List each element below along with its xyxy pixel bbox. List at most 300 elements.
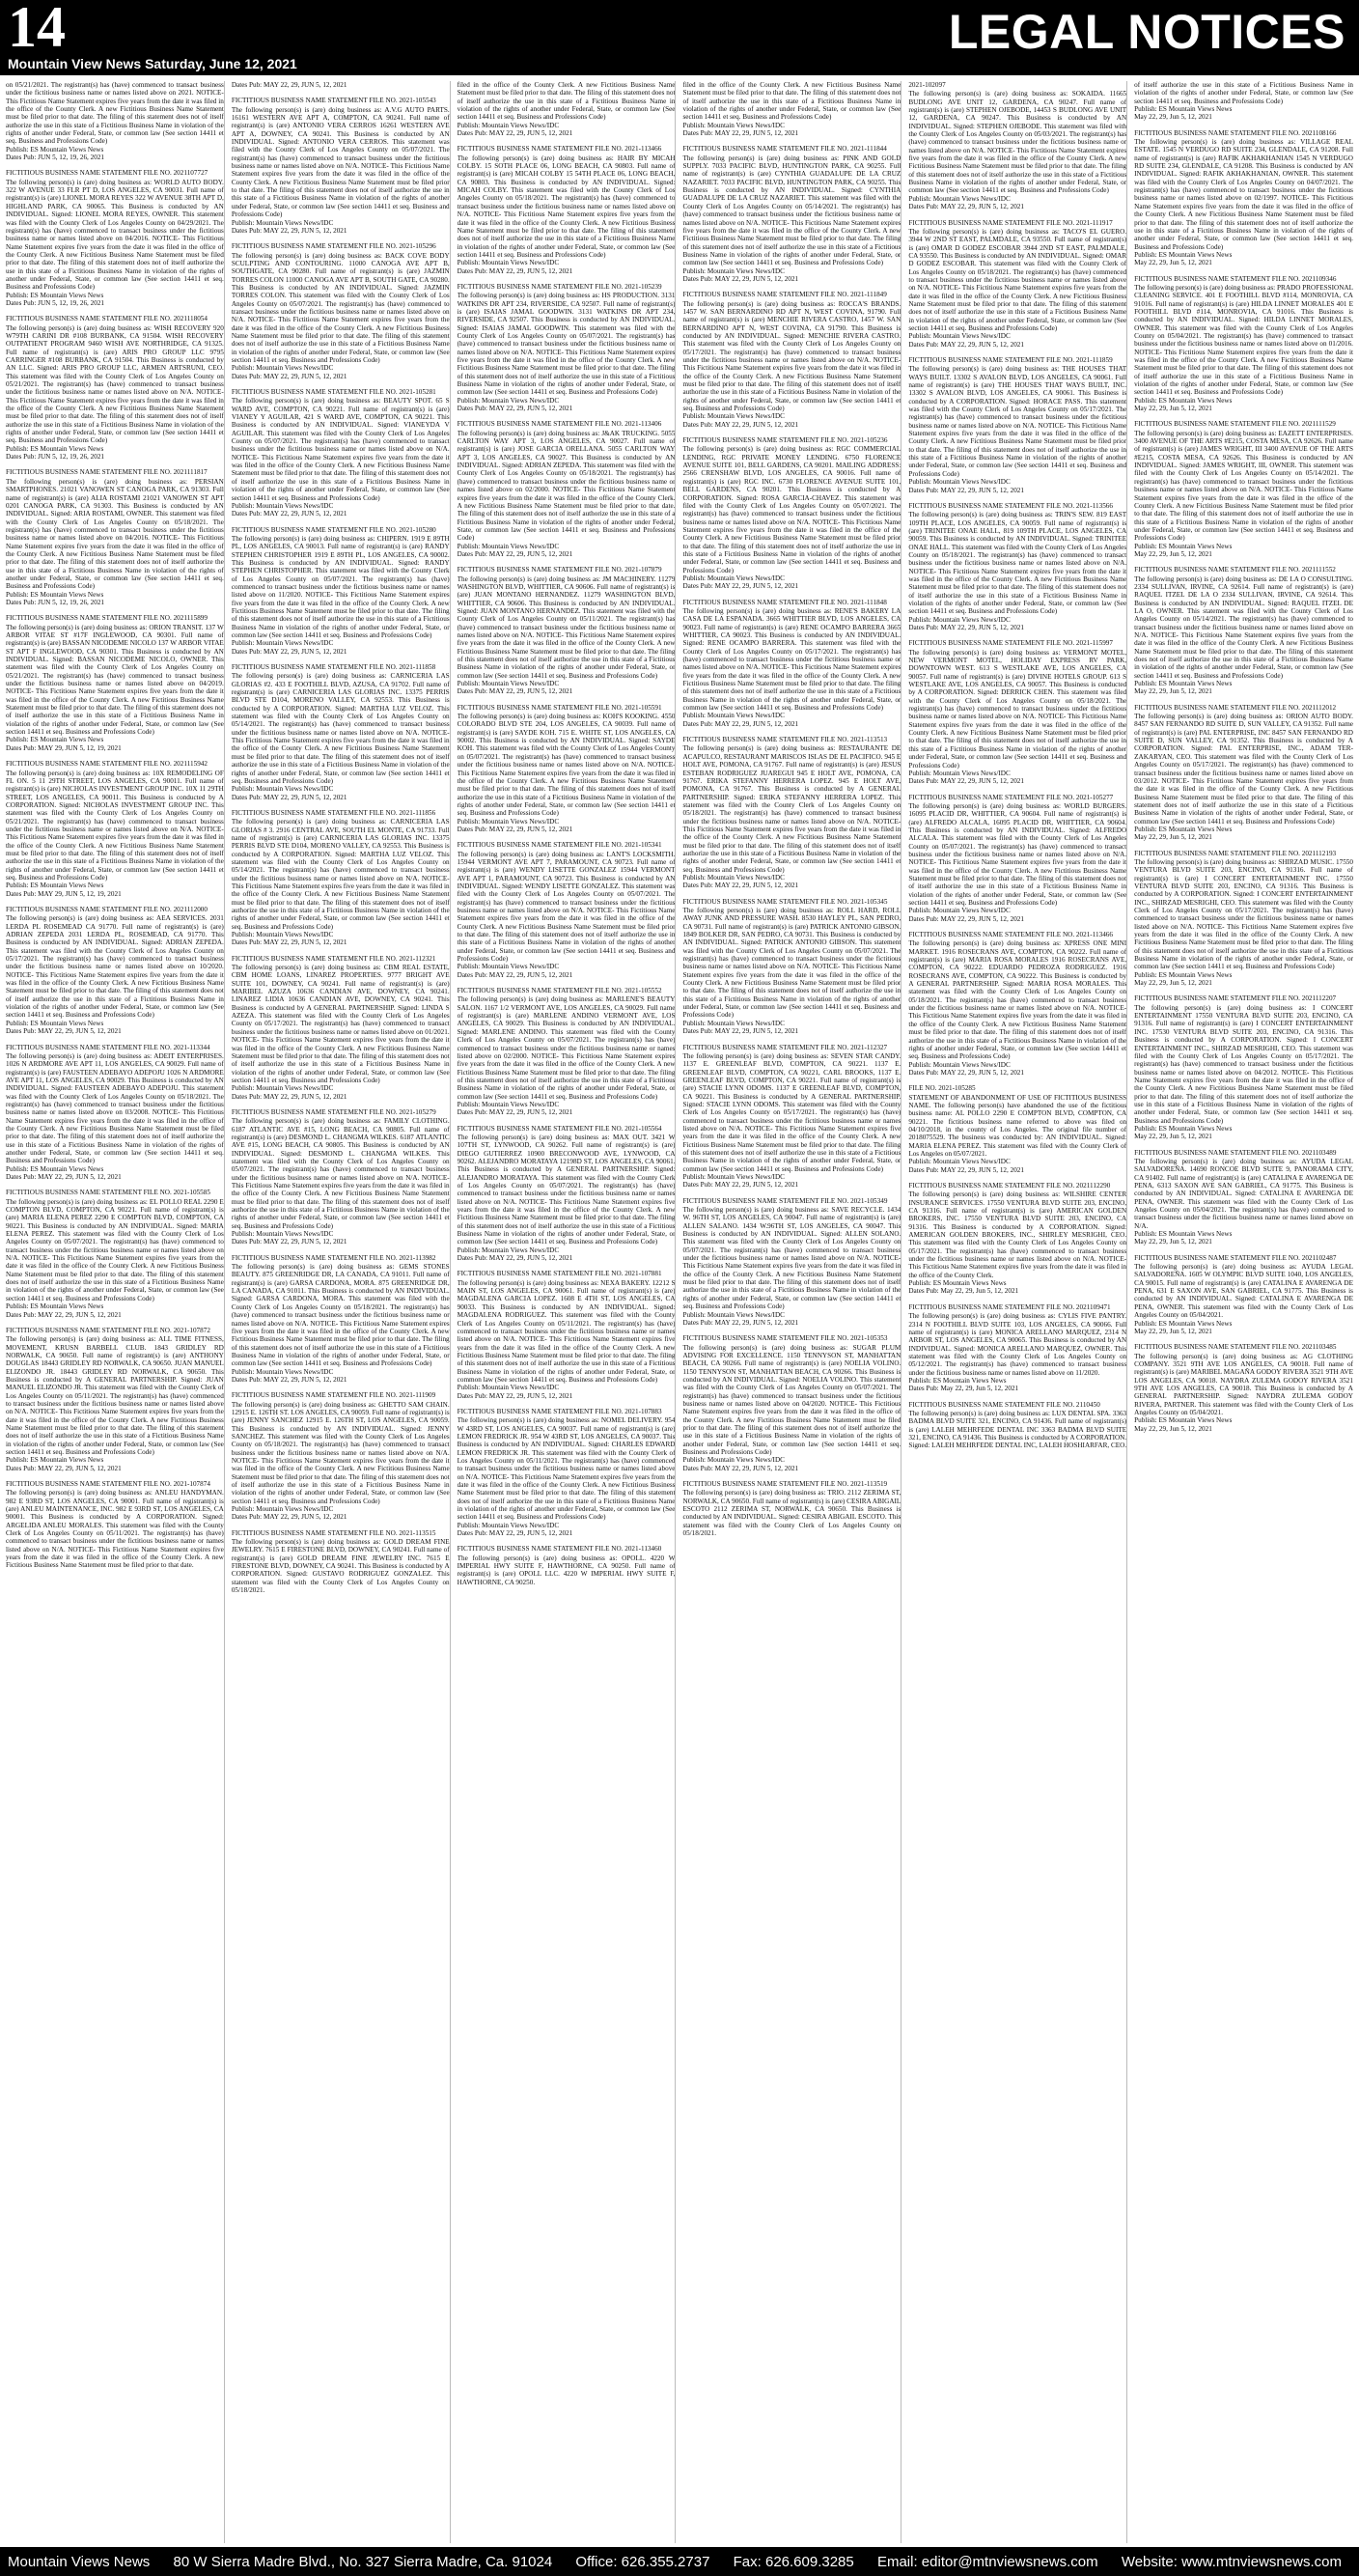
notice-dates: May 22, 29, Jun 5, 12, 2021: [1134, 259, 1212, 267]
notice-body: The following person(s) is (are) doing business as: MAX OUT. 3421 W 107TH ST, LYNWOOD, CA 90262. Full name of registrant(s) is (are) DIEGO GUTIERREZ 10900 BRECONWOOD AVE, LYNWOOD, CA 90262. ALEJANDRO MORATAYA 12198D ST, LOS ANGELES, CA 90061. This Business is conducted by A GENERAL PARTNERSHIP. Signed: ALEJANDRO MORATAYA. This statement was filed with the County Clerk of Los Angeles County on 05/07/2021. The registrant(s) has (have) commenced to transact business under the fictitious business name or names listed above on N/A. NOTICE- This Fictitious Name Statement expires five years from the date it was filed in the office of the County Clerk. A new Fictitious Business Name Statement must be filed prior to that date. The filing of this statement does not of itself authorize the use in this state of a Fictitious Business Name in violation of the rights of another under Federal, State, or common law (See section 14411 et seq. Business and Professions Code): [457, 1133, 676, 1246]
notice-dates: Dates Pub: MAY 22, 29, JUN 5, 12, 2021: [231, 1238, 347, 1246]
notice-dates: Dates Pub: MAY 22, 29, JUN 5, 12, 2021: [682, 274, 799, 283]
notice-dates: Dates Pub: MAY 22, 29, JUN 5, 12, 2021: [457, 970, 573, 979]
notice-file-heading: FICTITIOUS BUSINESS NAME STATEMENT FILE NO. 2021-112321: [231, 954, 436, 963]
legal-notice: [6, 614, 224, 752]
notice-body: The following person(s) is (are) doing business as: CYLIS FIVE PANTRY. 2314 N FOOTHILL BLVD SUITE 103, LOS ANGELES, CA 90066. Full name of registrant(s) is (are) MONICA ARELLANO MARQUEZ, 2314 N ARBOR ST, LOS ANGELES, CA 90065. This Business is conducted by AN INDIVIDUAL. Signed: MONICA ARELLANO MARQUEZ, OWNER. This statement was filed with the County Clerk of Los Angeles County on 05/12/2021. The registrant(s) has (have) commenced to transact business under the fictitious business name or names listed above on 11/2020.: [908, 1312, 1127, 1377]
notice-body: The following person(s) is (are) doing business as: KOH'S KOOKING. 4550 COLORADO BLVD STE 204, LOS ANGELES, CA 90039. Full name of registrant(s) is (are) SAYDE KOH. 715 E. WHITE ST, LOS ANGELES, CA 90002. This Business is conducted by AN INDIVIDUAL. Signed: SAYDE KOH. This statement was filed with the County Clerk of Los Angeles County on 05/07/2021. The registrant(s) has (have) commenced to transact business under the fictitious business name or names listed above on N/A. NOTICE- This Fictitious Name Statement expires five years from the date it was filed in the office of the County Clerk. A new Fictitious Business Name Statement must be filed prior to that date. The filing of this statement does not of itself authorize the use in this state of a Fictitious Business Name in violation of the rights of another under Federal, State, or common law (See section 14411 et seq. Business and Professions Code): [457, 713, 676, 818]
notice-body: The following person(s) is (are) doing business as: ROCCA'S BRANDS. 1457 W. SAN BERNARDINO RD APT N, WEST COVINA, 91790. Full name of registrant(s) is (are) MENCHIE RIVERA CASTRO, 1457 W. SAN BERNARDINO APT N, WEST COVINA, CA 91790. This Business is conducted by AN INDIVIDUAL. Signed: MENCHIE RIVERA CASTRO. This statement was filed with the County Clerk of Los Angeles County on 05/17/2021. The registrant(s) has (have) commenced to transact business under the fictitious business name or names listed above on N/A. NOTICE- This Fictitious Name Statement expires five years from the date it was filed in the office of the County Clerk. A new Fictitious Business Name Statement must be filed prior to that date. The filing of this statement does not of itself authorize the use in this state of a Fictitious Business Name in violation of the rights of another under Federal, State, or common law (See section 14411 et seq. Business and Professions Code): [682, 299, 901, 413]
legal-notice: [6, 1480, 224, 1570]
notice-file-heading: FICTITIOUS BUSINESS NAME STATEMENT FILE NO. 2021-113519: [682, 1480, 888, 1489]
notice-dates: May 22, 29, Jun 5, 12, 2021: [1134, 687, 1212, 696]
notice-body: The following person(s) is (are) doing business as: EAZETT ENTERPRISES. 3400 AVENUE OF THE ARTS #E215, COSTA MESA, CA 92626. Full name of registrant(s) is (are) JAMES WRIGHT, III 3400 AVENUE OF THE ARTS #E215, COSTA MESA, CA 92626. This Business is conducted by AN INDIVIDUAL. Signed: JAMES WRIGHT, III, OWNER. This statement was filed with the County Clerk of Los Angeles County on 05/14/2021. The registrant(s) has (have) commenced to transact business under the fictitious business name or names listed above on N/A. NOTICE- This Fictitious Name Statement expires five years from the date it was filed in the office of the County Clerk. A new Fictitious Business Name Statement must be filed prior to that date. The filing of this statement does not of itself authorize the use in this state of a Fictitious Business Name in violation of the rights of another under Federal, State, or common law (See section 14411 et seq. Business and Professions Code): [1134, 429, 1353, 543]
notice-body: filed in the office of the County Clerk. A new Fictitious Business Name Statement must be filed prior to that date. The filing of this statement does not of itself authorize the use in this state of a Fictitious Business Name in violation of the rights of another under Federal, State, or common law (See section 14411 et seq. Business and Professions Code): [457, 81, 676, 122]
notice-dates: May 22, 29, Jun 5, 12, 2021: [1134, 113, 1212, 122]
notice-file-heading: FICTITIOUS BUSINESS NAME STATEMENT FILE NO. 2021107727: [6, 169, 208, 178]
notice-file-heading: FICTITIOUS BUSINESS NAME STATEMENT FILE NO. 2021-113466: [908, 931, 1113, 939]
notice-publish-line: Publish: ES Mountain Views News: [1134, 1416, 1233, 1425]
notice-body: The following person(s) is (are) doing business as: SOKAIDA. 11665 BUDLONG AVE UNIT 12, GARDENA, CA 90247. Full name of registrant(s) is (are) STEPHEN OJEBODE, 14453 S BUDLONG AVE UNIT 12, GARDENA, CA 90247. This Business is conducted by AN INDIVIDUAL. Signed: STEPHEN OJEBODE. This statement was filed with the County Clerk of Los Angeles County on 05/03/2021. The registrant(s) has (have) commenced to transact business under the fictitious business name or names listed above on N/A. NOTICE- This Fictitious Name Statement expires five years from the date it was filed in the office of the County Clerk. A new Fictitious Business Name Statement must be filed prior to that date. The filing of this statement does not of itself authorize the use in this state of a Fictitious Business Name in violation of the rights of another under Federal, State, or common law (See section 14411 et seq. Business and Professions Code): [908, 90, 1127, 195]
notice-publish-line: Publish: Mountain Views News/IDC: [908, 907, 1011, 915]
notice-file-heading: FICTITIOUS BUSINESS NAME STATEMENT FILE NO. 2021102487: [1134, 1253, 1337, 1262]
notice-publish-line: Publish: Mountain Views News/IDC: [231, 639, 334, 648]
notice-publish-line: Publish: Mountain Views News/IDC: [231, 218, 334, 227]
notice-file-heading: FICTITIOUS BUSINESS NAME STATEMENT FILE NO. 2021-107879: [457, 566, 662, 574]
notice-body: The following person(s) is (are) doing business as: GEMS STONES BEAUTY. 875 GREENRIDGE DR, LA CANADA, CA 91011. Full name of registrant(s) is (are) GARSA CARDONA, MORA. 875 GREENRIDGE DR, LA CANADA, CA 91011. This Business is conducted by AN INDIVIDUAL. Signed: GARSA CARDONA, MORA. This statement was filed with the County Clerk of Los Angeles County on 05/18/2021. The registrant(s) has (have) commenced to transact business under the fictitious business name or names listed above on N/A. NOTICE- This Fictitious Name Statement expires five years from the date it was filed in the office of the County Clerk. A new Fictitious Business Name Statement must be filed prior to that date. The filing of this statement does not of itself authorize the use in this state of a Fictitious Business Name in violation of the rights of another under Federal, State, or common law (See section 14411 et seq. Business and Professions Code): [231, 1263, 450, 1368]
notice-dates: Dates Pub: MAY 22, 29, JUN 5, 12, 2021: [682, 882, 799, 890]
notice-body: The following person(s) is (are) doing business as: OPOLL. 4220 W IMPERIAL HWY SUITE F, HAWTHORNE, CA 90250. Full name of registrant(s) is (are) OPOLL LLC. 4220 W IMPERIAL HWY SUITE F, HAWTHORNE, CA 90250.: [457, 1554, 676, 1586]
legal-notice: [232, 1108, 450, 1246]
notice-publish-line: Publish: Mountain Views News/IDC: [908, 1060, 1011, 1069]
notice-body: The following person(s) is (are) doing business as: 10X REMODELING OF FL ON. 5 11 29TH STREET, LOS ANGELES, CA 90011. Full name of registrant(s) is (are) NICHOLAS INVESTMENT GROUP INC. 10X 11 29TH STREET, LOS ANGELES, CA 90011. This Business is conducted by A CORPORATION. Signed: NICHOLAS INVESTMENT GROUP INC. This statement was filed with the County Clerk of Los Angeles County on 05/21/2021. The registrant(s) has (have) commenced to transact business under the fictitious business name or names listed above on N/A. NOTICE- This Fictitious Name Statement expires five years from the date it was filed in the office of the County Clerk. A new Fictitious Business Name Statement must be filed prior to that date. The filing of this statement does not of itself authorize the use in this state of a Fictitious Business Name in violation of the rights of another under Federal, State, or common law (See section 14411 et seq. Business and Professions Code): [6, 769, 224, 882]
notice-file-heading: FICTITIOUS BUSINESS NAME STATEMENT FILE NO. 2021109346: [1134, 274, 1337, 283]
notice-publish-line: Publish: Mountain Views News/IDC: [908, 1158, 1011, 1166]
notice-publish-line: Publish: ES Mountain Views News: [1134, 1230, 1233, 1239]
footer-office-phone: Office: 626.355.2737: [575, 2553, 710, 2570]
notice-body: The following person(s) is (are) doing business as: WORLD AUTO BODY. 322 W AVENUE 33 FLR PT D, LOS ANGELES, CA 90031. Full name of registrant(s) is (are) LIONEL MORA REYES 322 W AVENUE 38TH APT D, HIGHLAND PARK, CA 90065. This Business is conducted by AN INDIVIDUAL. Signed: LIONEL MORA REYES, OWNER. This statement was filed with the County Clerk of Los Angeles County on 04/29/2021. The registrant(s) has (have) commenced to transact business under the fictitious business name or names listed above on 04/2016. NOTICE- This Fictitious Name Statement expires five years from the date it was filed in the office of the County Clerk. A new Fictitious Business Name Statement must be filed prior to that date. The filing of this statement does not of itself authorize the use in this state of a Fictitious Business Name in violation of the rights of another under Federal, State, or common law (See section 14411 et seq. Business and Professions Code): [6, 178, 224, 292]
notice-body: The following person(s) is (are) doing business as: ALL TIME FITNESS, MOVEMENT, KRUSN BARBELL CLUB. 1843 GRIDLEY RD NORWALK, CA 90650. Full name of registrant(s) is (are) ANTHONY DOUGLAS 18443 GRIDLEY RD NORWALK, CA 90650. JUAN MANUEL ELIZONDO JR. 18443 GRIDLEY RD NORWALK, CA 90650. This Business is conducted by A GENERAL PARTNERSHIP. Signed: JUAN MANUEL ELIZONDO JR. This statement was filed with the County Clerk of Los Angeles County on 05/11/2021. The registrant(s) has (have) commenced to transact business under the fictitious business name or names listed above on N/A. NOTICE- This Fictitious Name Statement expires five years from the date it was filed in the office of the County Clerk. A new Fictitious Business Name Statement must be filed prior to that date. The filing of this statement does not of itself authorize the use in this state of a Fictitious Business Name in violation of the rights of another under Federal, State, or common law (See section 14411 et seq. Business and Professions Code): [6, 1335, 224, 1456]
notice-body: The following person(s) is (are) doing business as: FAMILY CLOTHING. 6187 ATLANTIC AVE #15, LONG BEACH, CA 90805. Full name of registrant(s) is (are) DESMOND L. CHANGMA WILKES. 6187 ATLANTIC AVE #15, LONG BEACH, CA 90805. This Business is conducted by AN INDIVIDUAL. Signed: DESMOND L. CHANGMA WILKES. This statement was filed with the County Clerk of Los Angeles County on 05/07/2021. The registrant(s) has (have) commenced to transact business under the fictitious business name or names listed above on N/A. NOTICE- This Fictitious Name Statement expires five years from the date it was filed in the office of the County Clerk. A new Fictitious Business Name Statement must be filed prior to that date. The filing of this statement does not of itself authorize the use in this state of a Fictitious Business Name in violation of the rights of another under Federal, State, or common law (See section 14411 et seq. Business and Professions Code): [231, 1117, 450, 1230]
legal-notice: [682, 81, 901, 137]
notice-dates: Dates Pub: May 22, 29, Jun 5, 12, 2021: [908, 1385, 1019, 1393]
notice-publish-line: Publish: Mountain Views News/IDC: [231, 364, 334, 373]
notice-file-heading: FICTITIOUS BUSINESS NAME STATEMENT FILE NO. 2021-113513: [682, 736, 888, 744]
notice-file-heading: FICTITIOUS BUSINESS NAME STATEMENT FILE NO. 2021-105349: [682, 1196, 888, 1205]
notice-dates: Dates Pub: MAY 22, 29, JUN 5, 12, 2021: [457, 266, 573, 275]
legal-notice: [908, 1182, 1126, 1296]
notice-file-heading: FICTITIOUS BUSINESS NAME STATEMENT FILE NO. 2021118054: [6, 315, 208, 323]
notice-publish-line: Publish: ES Mountain Views News: [6, 736, 104, 744]
notice-dates: Dates Pub: MAY 22, 29, JUN 5, 12, 2021: [457, 1254, 573, 1263]
notice-file-heading: FICTITIOUS BUSINESS NAME STATEMENT FILE NO. 2021-107883: [457, 1407, 662, 1415]
notice-file-heading: FICTITIOUS BUSINESS NAME STATEMENT FILE NO. 2021-113460: [457, 1545, 662, 1554]
notice-dates: Dates Pub: JUN 5, 12, 19, 26, 2021: [6, 154, 105, 162]
notice-file-heading: FICTITIOUS BUSINESS NAME STATEMENT FILE NO. 2021111817: [6, 468, 208, 477]
notice-dates: Dates Pub: MAY 22, 29, JUN 5, 12, 2021: [908, 486, 1024, 494]
notice-publish-line: Publish: Mountain Views News/IDC: [682, 1019, 785, 1027]
notice-file-heading: FICTITIOUS BUSINESS NAME STATEMENT FILE NO. 2021-111858: [231, 663, 436, 672]
legal-notice: [232, 809, 450, 947]
legal-notice: [458, 283, 676, 413]
notice-body: The following person(s) is (are) doing business as: CARNICERIA LAS GLORIAS #2. 433 E FOOTHILL BLVD, AZUSA, CA 91702. Full name of registrant(s) is (are) CARNICERIA LAS GLORIAS INC. 13375 PERRIS BLVD STE D104, MORENO VALLEY, CA 92553. This Business is conducted by A CORPORATION. Signed: MARTHA LUZ VELOZ. This statement was filed with the County Clerk of Los Angeles County on 05/14/2021. The registrant(s) has (have) commenced to transact business under the fictitious business name or names listed above on N/A. NOTICE- This Fictitious Name Statement expires five years from the date it was filed in the office of the County Clerk. A new Fictitious Business Name Statement must be filed prior to that date. The filing of this statement does not of itself authorize the use in this state of a Fictitious Business Name in violation of the rights of another under Federal, State, or common law (See section 14411 et seq. Business and Professions Code): [231, 672, 450, 785]
legal-notice: [6, 315, 224, 461]
notice-dates: Dates Pub: MAY 22, 29, JUN 5, 12, 2021: [682, 1181, 799, 1190]
page-number: 14: [8, 0, 66, 59]
legal-notice: [908, 502, 1126, 632]
notice-publish-line: Publish: ES Mountain Views News: [6, 145, 104, 154]
notice-dates: Dates Pub: May 22, 29, Jun 5, 12, 2021: [908, 1287, 1019, 1296]
notice-publish-line: Publish: ES Mountain Views News: [6, 882, 104, 890]
notice-body: The following person(s) is (are) doing business as: PINK AND GOLD SUPPLY. 7033 PACIFIC BLVD, HUNTINGTON PARK, CA 90255. Full name of registrant(s) is (are) CYNTHIA GUADALUPE DE LA CRUZ NAZARIET. 7033 PACIFIC BLVD, HUNTINGTON PARK, CA 90255. This Business is conducted by AN INDIVIDUAL. Signed: CYNTHIA GUADALUPE DE LA CRUZ NAZARIET. This statement was filed with the County Clerk of Los Angeles County on 05/14/2021. The registrant(s) has (have) commenced to transact business under the fictitious business name or names listed above on N/A. NOTICE- This Fictitious Name Statement expires five years from the date it was filed in the office of the County Clerk. A new Fictitious Business Name Statement must be filed prior to that date. The filing of this statement does not of itself authorize the use in this state of a Fictitious Business Name in violation of the rights of another under Federal, State, or common law (See section 14411 et seq. Business and Professions Code): [682, 154, 901, 267]
legal-notice: [682, 436, 901, 591]
notice-publish-line: Publish: Mountain Views News/IDC: [682, 266, 785, 275]
notice-publish-line: Publish: ES Mountain Views News: [1134, 970, 1233, 979]
notice-body: The following person(s) is (are) doing business as: JM MACHINERY. 11279 WASHINGTON BLVD, WHITTIER, CA 90606. Full name of registrant(s) is (are) JUAN MONTANO HERNANDEZ. 11279 WASHINGTON BLVD, WHITTIER, CA 90606. This Business is conducted by AN INDIVIDUAL. Signed: JUAN MONTANO HERNANDEZ. This statement was filed with the County Clerk of Los Angeles County on 05/11/2021. The registrant(s) has (have) commenced to transact business under the fictitious business name or names listed above on N/A. NOTICE- This Fictitious Name Statement expires five years from the date it was filed in the office of the County Clerk. A new Fictitious Business Name Statement must be filed prior to that date. The filing of this statement does not of itself authorize the use in this state of a Fictitious Business Name in violation of the rights of another under Federal, State, or common law (See section 14411 et seq. Business and Professions Code): [457, 574, 676, 680]
notice-file-heading: FICTITIOUS BUSINESS NAME STATEMENT FILE NO. 2021-105543: [231, 97, 436, 105]
notice-publish-line: Publish: Mountain Views News/IDC: [682, 1173, 785, 1181]
notice-publish-line: Publish: Mountain Views News/IDC: [457, 1246, 560, 1254]
notice-publish-line: Publish: ES Mountain Views News: [6, 590, 104, 599]
notice-dates: Dates Pub: MAY 22, 29, JUN 5, 12, 2021: [908, 340, 1024, 349]
notice-publish-line: Publish: ES Mountain Views News: [1134, 105, 1233, 114]
legal-notice: [458, 81, 676, 137]
notice-body: The following person(s) is (are) doing business as: EL POLLO REAL 2290 E COMPTON BLVD, COMPTON, CA 90221. Full name of registrant(s) is (are) MARIA ELENA PEREZ 2290 E COMPTON BLVD, COMPTON, CA 90221. This Business is conducted by AN INDIVIDUAL. Signed: MARIA ELENA PEREZ. This statement was filed with the County Clerk of Los Angeles County on 05/07/2021. The registrant(s) has (have) commenced to transact business under the fictitious business name or names listed above on N/A. NOTICE- This Fictitious Name Statement expires five years from the date it was filed in the office of the County Clerk. A new Fictitious Business Name Statement must be filed prior to that date. The filing of this statement does not of itself authorize the use in this state of a Fictitious Business Name in violation of the rights of another under Federal, State, or common law (See section 14411 et seq. Business and Professions Code): [6, 1197, 224, 1302]
notice-publish-line: Publish: Mountain Views News/IDC: [682, 574, 785, 582]
notice-publish-line: Publish: Mountain Views News/IDC: [457, 1384, 560, 1392]
notice-publish-line: Publish: Mountain Views News/IDC: [231, 1084, 334, 1093]
legal-notice: [458, 1125, 676, 1263]
legal-notice: [682, 1044, 901, 1190]
notice-publish-line: Publish: Mountain Views News/IDC: [457, 542, 560, 550]
legal-notice: [458, 841, 676, 979]
notice-body: The following person(s) is (are) doing business as: GHETTO SAM CHAIN. 12915 E. 126TH ST. LOS ANGELES, CA 90059. Full name of registrant(s) is (are) JENNY SANCHEZ 12915 E. 126TH ST, LOS ANGELES, CA 90059. This Business is conducted by AN INDIVIDUAL. Signed: JENNY SANCHEZ. This statement was filed with the County Clerk of Los Angeles County on 05/18/2021. The registrant(s) has (have) commenced to transact business under the fictitious business name or names listed above on N/A. NOTICE- This Fictitious Name Statement expires five years from the date it was filed in the office of the County Clerk. A new Fictitious Business Name Statement must be filed prior to that date. The filing of this statement does not of itself authorize the use in this state of a Fictitious Business Name in violation of the rights of another under Federal, State, or common law (See section 14411 et seq. Business and Professions Code): [231, 1400, 450, 1505]
notice-file-heading: FICTITIOUS BUSINESS NAME STATEMENT FILE NO. 2021-111849: [682, 291, 887, 299]
legal-notice: [232, 1391, 450, 1522]
notice-dates: Dates Pub: MAY 22, 29, JUN 5, 12, 2021: [457, 687, 573, 696]
notice-body: The following person(s) is (are) doing business as: RESTAURANTE DE ACAPULCO, RESTAURANT MARISCOS ISLAS DE EL PACIFICO. 945 E HOLT AVE, POMONA, CA 91767. Full name of registrant(s) is (are) JESUS ESTEBAN RODRIGUEZ JUAREGUI 945 E HOLT AVE, POMONA, CA 91767. ERIKA STEFANNY HERRERA LOPEZ. 945 E HOLT AVE, POMONA, CA 91767. This Business is conducted by A GENERAL PARTNERSHIP. Signed: ERIKA STEFANNY HERRERA LOPEZ. This statement was filed with the County Clerk of Los Angeles County on 05/18/2021. The registrant(s) has (have) commenced to transact business under the fictitious business name or names listed above on N/A. NOTICE- This Fictitious Name Statement expires five years from the date it was filed in the office of the County Clerk. A new Fictitious Business Name Statement must be filed prior to that date. The filing of this statement does not of itself authorize the use in this state of a Fictitious Business Name in violation of the rights of another under Federal, State, or common law (See section 14411 et seq. Business and Professions Code): [682, 744, 901, 874]
legal-notice: [232, 242, 450, 380]
notice-dates: Dates Pub: MAY 22, 29, JUN 5, 12, 2021: [231, 938, 347, 947]
footer-fax: Fax: 626.609.3285: [733, 2553, 854, 2570]
notice-file-heading: FICTITIOUS BUSINESS NAME STATEMENT FILE NO. 2021-105564: [457, 1124, 662, 1133]
legal-notice: [908, 81, 1126, 211]
notice-file-heading: FICTITIOUS BUSINESS NAME STATEMENT FILE NO. 2021103489: [1134, 1148, 1337, 1157]
legal-notice: [6, 1189, 224, 1319]
notice-dates: Dates Pub: MAY 22, 29, JUN 5, 12, 2021: [231, 81, 347, 89]
notice-body: The following person(s) is (are) doing business as: A.V.G AUTO PARTS. 16161 WESTERN AVE APT A, COMPTON, CA 90241. Full name of registrant(s) is (are) ANTONIO VERA CERROS 16261 WESTERN AVE APT A, DOWNEY, CA 90241. This Business is conducted by AN INDIVIDUAL. Signed: ANTONIO VERA CERROS. This statement was filed with the County Clerk of Los Angeles County on 05/07/2021. The registrant(s) has (have) commenced to transact business under the fictitious business name or names listed above on N/A. NOTICE- This Fictitious Name Statement expires five years from the date it was filed in the office of the County Clerk. A new Fictitious Business Name Statement must be filed prior to that date. The filing of this statement does not of itself authorize the use in this state of a Fictitious Business Name in violation of the rights of another under Federal, State, or common law (See section 14411 et seq. Business and Professions Code): [231, 105, 450, 219]
notice-body: The following person(s) is (are) doing business as: AG CLOTHING COMPANY. 3521 9TH AVE LOS ANGELES, CA 90018. Full name of registrant(s) is (are) MARIBEL MAGAÑA GODOY RIVERA 3521 9TH AVE LOS ANGELES, CA 90018. NAYDRA ZULEMA GODOY RIVERA 3521 9TH AVE LOS ANGELES, CA 90018. This Business is conducted by A GENERAL PARTNERSHIP. Signed: NAYDRA ZULEMA GODOY RIVERA, PARTNER. This statement was filed with the County Clerk of Los Angeles County on 05/04/2021.: [1134, 1352, 1353, 1416]
notice-publish-line: Publish: Mountain Views News/IDC: [457, 259, 560, 267]
notice-file-heading: FICTITIOUS BUSINESS NAME STATEMENT FILE NO. 2021-111844: [682, 145, 887, 154]
legal-notice: [1134, 275, 1353, 413]
legal-notice: [682, 145, 901, 283]
notice-body: The following person(s) is (are) doing business as: BACK COVE BODY SCULPTING AND CONTOURING. 11000 CANOGA AVE APT B, SOUTHGATE, CA 90280. Full name of registrant(s) is (are) JAZMIN TORRES COLON 11000 CANOGA AVE APT B, SOUTH GATE, CA 90280. This Business is conducted by AN INDIVIDUAL. Signed: JAZMIN TORRES COLON. This statement was filed with the County Clerk of Los Angeles County on 05/07/2021. The registrant(s) has (have) commenced to transact business under the fictitious business name or names listed above on N/A. NOTICE- This Fictitious Name Statement expires five years from the date it was filed in the office of the County Clerk. A new Fictitious Business Name Statement must be filed prior to that date. The filing of this statement does not of itself authorize the use in this state of a Fictitious Business Name in violation of the rights of another under Federal, State, or common law (See section 14411 et seq. Business and Professions Code): [231, 251, 450, 364]
legal-notice: [682, 898, 901, 1036]
notice-file-heading: FICTITIOUS BUSINESS NAME STATEMENT FILE NO. 2021-105239: [457, 282, 662, 291]
notice-dates: Dates Pub: MAY 22, 29, JUN 5, 12, 2021: [457, 825, 573, 833]
notice-publish-line: Publish: ES Mountain Views News: [6, 1019, 104, 1027]
notice-dates: May 22, 29, Jun 5, 12, 2021: [1134, 979, 1212, 988]
notice-body: filed in the office of the County Clerk. A new Fictitious Business Name Statement must be filed prior to that date. The filing of this statement does not of itself authorize the use in this state of a Fictitious Business Name in violation of the rights of another under Federal, State, or common law (See section 14411 et seq. Business and Professions Code): [682, 81, 901, 122]
notice-file-heading: FICTITIOUS BUSINESS NAME STATEMENT FILE NO. 2021-113982: [231, 1253, 436, 1262]
notice-body: The following person(s) is (are) doing business as: NEXA BAKERY. 12212 S MAIN ST, LOS ANGELES, CA 90061. Full name of registrant(s) is (are) MAGDALENA GARCIA LOPEZ. 1608 E 4TH ST, LOS ANGELES, CA 90033. This Business is conducted by AN INDIVIDUAL. Signed: MAGDALENA RODRIGUEZ. This statement was filed with the County Clerk of Los Angeles County on 05/11/2021. The registrant(s) has (have) commenced to transact business under the fictitious business name or names listed above on N/A. NOTICE- This Fictitious Name Statement expires five years from the date it was filed in the office of the County Clerk. A new Fictitious Business Name Statement must be filed prior to that date. The filing of this statement does not of itself authorize the use in this state of a Fictitious Business Name in violation of the rights of another under Federal, State, or common law (See section 14411 et seq. Business and Professions Code): [457, 1278, 676, 1384]
notice-publish-line: Publish: ES Mountain Views News: [1134, 1319, 1233, 1328]
notice-file-heading: FICTITIOUS BUSINESS NAME STATEMENT FILE NO. 2021-111856: [231, 808, 436, 817]
notice-file-heading: FICTITIOUS BUSINESS NAME STATEMENT FILE NO. 2021-105236: [682, 436, 888, 445]
notice-body: The following person(s) is (are) doing business as: TACO'S EL GUERO. 3944 W 2ND ST EAST, PALMDALE, CA 93550. Full name of registrant(s) is (are) OMAR D GODEZ ESCOBAR 3944 2ND ST EAST, PALMDALE, CA 93550. This Business is conducted by AN INDIVIDUAL. Signed: OMAR D GODEZ ESCOBAR. This statement was filed with the County Clerk of Los Angeles County on 05/18/2021. The registrant(s) has (have) commenced to transact business under the fictitious business name or names listed above on N/A. NOTICE- This Fictitious Name Statement expires five years from the date it was filed in the office of the County Clerk. A new Fictitious Business Name Statement must be filed prior to that date. The filing of this statement does not of itself authorize the use in this state of a Fictitious Business Name in violation of the rights of another under Federal, State, or common law (See section 14411 et seq. Business and Professions Code): [908, 227, 1127, 332]
notice-dates: Dates Pub: MAY 22, 29, JUN 5, 12, 2021: [682, 582, 799, 591]
notice-file-heading: FICTITIOUS BUSINESS NAME STATEMENT FILE NO. 2021108166: [1134, 128, 1337, 137]
notice-body: The following person(s) is (are) doing business as: SHIRZAD MUSIC. 17550 VENTURA BLVD SUITE 203, ENCINO, CA 91316. Full name of registrant(s) is (are) I CONCERT ENTERTAINMENT INC. 17550 VENTURA BLVD SUITE 203, ENCINO, CA 91316. This Business is conducted by A CORPORATION. Signed: I CONCERT ENTERTAINMENT INC., SHIRZAD MESRIGHI, CEO. This statement was filed with the County Clerk of Los Angeles County on 05/17/2021. The registrant(s) has (have) commenced to transact business under the fictitious business name or names listed above on N/A. NOTICE- This Fictitious Name Statement expires five years from the date it was filed in the office of the County Clerk. A new Fictitious Business Name Statement must be filed prior to that date. The filing of this statement does not of itself authorize the use in this state of a Fictitious Business Name in violation of the rights of another under Federal, State, or common law (See section 14411 et seq. Business and Professions Code): [1134, 857, 1353, 971]
notice-dates: Dates Pub: MAY 22, 29, JUN 5, 12, 2021: [457, 549, 573, 558]
notice-file-heading: FICTITIOUS BUSINESS NAME STATEMENT FILE NO. 2021-105552: [457, 987, 662, 995]
legal-notice: [458, 566, 676, 696]
column-3: [458, 81, 677, 2543]
notice-publish-line: Publish: Mountain Views News/IDC: [457, 817, 560, 826]
legal-notice: [232, 955, 450, 1101]
notice-file-heading: FICTITIOUS BUSINESS NAME STATEMENT FILE NO. 2021-105345: [682, 897, 888, 906]
notice-dates: Dates Pub: MAY 22, 29, JUN 5, 12, 2021: [457, 1529, 573, 1538]
legal-notice: [232, 81, 450, 89]
notice-publish-line: Publish: ES Mountain Views News: [6, 444, 104, 453]
section-title: LEGAL NOTICES: [948, 5, 1345, 59]
notice-dates: May 22, 29, Jun 5, 12, 2021: [1134, 549, 1212, 558]
legal-notice: [1134, 420, 1353, 558]
notice-body: STATEMENT OF ABANDONMENT OF USE OF FICTITIOUS BUSINESS NAME. The following person(s) have abandoned the use of the fictitious business name: AL POLLO 2290 E COMPTON BLVD, COMPTON, CA 90221. The fictitious business name referred to above was filed on 04/10/2018, in the county of Los Angeles. The original file number of 2018075529. The business was conducted by: AN INDIVIDUAL. Signed: MARIA ELENA PEREZ. This statement was filed with the County Clerk of Los Angeles on 05/07/2021.: [908, 1093, 1127, 1158]
notice-file-heading: FICTITIOUS BUSINESS NAME STATEMENT FILE NO. 2021112000: [6, 906, 208, 913]
notice-publish-line: Publish: Mountain Views News/IDC: [908, 332, 1011, 341]
notice-dates: Dates Pub: MAY 29, JUN 5, 12, 19, 2021: [6, 889, 122, 898]
notice-dates: May 22, 29, Jun 5, 12, 2021: [1134, 1327, 1212, 1335]
notice-publish-line: Publish: Mountain Views News/IDC: [908, 194, 1011, 203]
notice-dates: May 22, 29, Jun 5, 12, 2021: [1134, 405, 1212, 413]
notice-body: The following person(s) is (are) doing business as: PRADO PROFESSIONAL CLEANING SERVICE. 401 E FOOTHILL BLVD #114, MONROVIA, CA 91016. Full name of registrant(s) is (are) HILDA LINNET MORALES 401 E FOOTHILL BLVD #114, MONROVIA, CA 91016. This Business is conducted by AN INDIVIDUAL. Signed: HILDA LINNET MORALES, OWNER. This statement was filed with the County Clerk of Los Angeles County on 05/04/2021. The registrant(s) has (have) commenced to transact business under the fictitious business name or names listed above on 01/2016. NOTICE- This Fictitious Name Statement expires five years from the date it was filed in the office of the County Clerk. A new Fictitious Business Name Statement must be filed prior to that date. The filing of this statement does not of itself authorize the use in this state of a Fictitious Business Name in violation of the rights of another under Federal, State, or common law (See section 14411 et seq. Business and Professions Code): [1134, 283, 1353, 397]
notice-dates: Dates Pub: JUN 5, 12, 19, 26, 2021: [6, 598, 105, 606]
notice-body: The following person(s) is (are) doing business as: THE HOUSES THAT WAYS BUILT. 13302 S AVALON BLVD, LOS ANGELES, CA 90061. Full name of registrant(s) is (are) THE HOUSES THAT WAYS BUILT, INC. 13302 S AVALON BLVD, LOS ANGELES, CA 90061. This Business is conducted by A CORPORATION. Signed: HORACE PASS. This statement was filed with the County Clerk of Los Angeles County on 05/17/2021. The registrant(s) has (have) commenced to transact business under the fictitious business name or names listed above on N/A. NOTICE- This Fictitious Name Statement expires five years from the date it was filed in the office of the County Clerk. A new Fictitious Business Name Statement must be filed prior to that date. The filing of this statement does not of itself authorize the use in this state of a Fictitious Business Name in violation of the rights of another under Federal, State, or common law (See section 14411 et seq. Business and Professions Code): [908, 365, 1127, 478]
notice-dates: Dates Pub: MAY 22, 29, JUN 5, 12, 2021: [457, 129, 573, 138]
notice-file-heading: FICTITIOUS BUSINESS NAME STATEMENT FILE NO. 2021112207: [1134, 994, 1337, 1003]
notice-file-heading: FICTITIOUS BUSINESS NAME STATEMENT FILE NO. 2021112012: [1134, 703, 1337, 712]
notice-dates: Dates Pub: MAY 29, JUN 5, 12, 19, 2021: [6, 743, 122, 752]
legal-notice: [6, 169, 224, 307]
notice-dates: Dates Pub: MAY 22, 29, JUN 5, 12, 2021: [682, 129, 799, 138]
notice-body: The following person(s) is (are) doing business as: ANLEU HANDYMAN. 982 E 93RD ST, LOS ANGELES, CA 90001. Full name of registrant(s) is (are) ANLEU MAINTENANCE, INC. 982 E 93RD ST, LOS ANGELES, CA 90001. This Business is conducted by A CORPORATION. Signed: ARGELIDA ANLEU MORALES. This statement was filed with the County Clerk of Los Angeles County on 05/11/2021. The registrant(s) has (have) commenced to transact business under the fictitious business name or names listed above on N/A. NOTICE- This Fictitious Name Statement expires five years from the date it was filed in the office of the County Clerk. A new Fictitious Business Name Statement must be filed prior to that date.: [6, 1489, 224, 1570]
notice-publish-line: Publish: Mountain Views News/IDC: [231, 1505, 334, 1514]
notice-file-heading: FICTITIOUS BUSINESS NAME STATEMENT FILE NO. 2021-105277: [908, 793, 1114, 801]
notice-file-heading: 2021-102097: [908, 81, 946, 89]
legal-notice: [908, 1084, 1126, 1174]
legal-notice: [1134, 81, 1353, 122]
notice-file-heading: FICTITIOUS BUSINESS NAME STATEMENT FILE NO. 2021-105585: [6, 1189, 210, 1197]
legal-notice: [1134, 704, 1353, 842]
notice-file-heading: FICTITIOUS BUSINESS NAME STATEMENT FILE NO. 2021-107881: [457, 1270, 662, 1278]
notice-publish-line: Publish: Mountain Views News/IDC: [231, 1367, 334, 1376]
notice-file-heading: FICTITIOUS BUSINESS NAME STATEMENT FILE NO. 2021-115997: [908, 639, 1113, 648]
notice-dates: Dates Pub: MAY 22, 29, JUN 5, 12, 2021: [231, 226, 347, 235]
notice-dates: Dates Pub: MAY 22, 29, JUN 5, 12, 2021: [908, 624, 1024, 631]
notice-file-heading: FICTITIOUS BUSINESS NAME STATEMENT FILE NO. 2021-111848: [682, 598, 887, 606]
notice-publish-line: Publish: ES Mountain Views News: [908, 1279, 1007, 1288]
notice-publish-line: Publish: Mountain Views News/IDC: [682, 1310, 785, 1319]
notice-file-heading: FICTITIOUS BUSINESS NAME STATEMENT FILE NO. 2021-113344: [6, 1043, 210, 1051]
legal-notice: [232, 1529, 450, 1595]
notice-file-heading: FICTITIOUS BUSINESS NAME STATEMENT FILE NO. 2021-105353: [682, 1334, 888, 1343]
notice-publish-line: Publish: Mountain Views News/IDC: [231, 501, 334, 510]
notice-dates: Dates Pub: MAY 22, 29, JUN 5, 12, 2021: [682, 1027, 799, 1036]
notice-body: The following person(s) is (are) doing business as: ORION TRANSIT. 137 W ARBOR VITAE ST #17F INGLEWOOD, CA 90301. Full name of registrant(s) is (are) BASSAN NICODEME NICOLO 137 W ARBOR VITAE ST APT F INGLEWOOD, CA 90301. This Business is conducted by AN INDIVIDUAL. Signed: BASSAN NICODEME NICOLO, OWNER. This statement was filed with the County Clerk of Los Angeles County on 05/21/2021. The registrant(s) has (have) commenced to transact business under the fictitious business name or names listed above on 04/2019. NOTICE- This Fictitious Name Statement expires five years from the date it was filed in the office of the County Clerk. A new Fictitious Business Name Statement must be filed prior to that date. The filing of this statement does not of itself authorize the use in this state of a Fictitious Business Name in violation of the rights of another under Federal, State, or common law (See section 14411 et seq. Business and Professions Code): [6, 623, 224, 737]
notice-body: The following person(s) is (are) doing business as: VERMONT MOTEL, NEW VERMONT MOTEL, HOLIDAY EXPRESS RV PARK, DOWNTOWN WEST. 613 S WESTLAKE AVE, LOS ANGELES, CA 90057. Full name of registrant(s) is (are) DIVINE HOTELS GROUP. 613 S WESTLAKE AVE, LOS ANGELES, CA 90057. This Business is conducted by A CORPORATION. Signed: DERRICK CHEN. This statement was filed with the County Clerk of Los Angeles County on 05/18/2021. The registrant(s) has (have) commenced to transact business under the fictitious business name or names listed above on N/A. NOTICE- This Fictitious Name Statement expires five years from the date it was filed in the office of the County Clerk. A new Fictitious Business Name Statement must be filed prior to that date. The filing of this statement does not of itself authorize the use in this state of a Fictitious Business Name in violation of the rights of another under Federal, State, or common law (See section 14411 et seq. Business and Professions Code): [908, 648, 1127, 770]
legal-notice: [458, 1408, 676, 1538]
notice-publish-line: Publish: Mountain Views News/IDC: [457, 1100, 560, 1108]
notice-body: The following person(s) is (are) doing business as: SAVE RECYCLE. 1434 W. 96TH ST, LOS ANGELES, CA 90047. Full name of registrant(s) is (are) ALLEN SALANO. 1434 W.96TH ST, LOS ANGELES, CA 90047. This Business is conducted by AN INDIVIDUAL. Signed: ALLEN SOLANO. This statement was filed with the County Clerk of Los Angeles County on 05/07/2021. The registrant(s) has (have) commenced to transact business under the fictitious business name or names listed above on N/A. NOTICE- This Fictitious Name Statement expires five years from the date it was filed in the office of the County Clerk. A new Fictitious Business Name Statement must be filed prior to that date. The filing of this statement does not of itself authorize the use in this state of a Fictitious Business Name in violation of the rights of another under Federal, State, or common law (See section 14411 et seq. Business and Professions Code): [682, 1206, 901, 1311]
legal-notice: [232, 526, 450, 657]
footer-address: 80 W Sierra Madre Blvd., No. 327 Sierra Madre, Ca. 91024: [173, 2553, 553, 2570]
notice-publish-line: Publish: ES Mountain Views News: [908, 1376, 1007, 1385]
legal-notice: [1134, 566, 1353, 696]
notice-publish-line: Publish: Mountain Views News/IDC: [457, 963, 560, 971]
footer-website[interactable]: Website: www.mtnviewsnews.com: [1121, 2553, 1342, 2570]
notice-dates: Dates Pub: MAY 22, 29, JUN 5, 12, 2021: [682, 1318, 799, 1327]
notice-body: The following person(s) is (are) doing business as: AEA SERVICES. 2031 LERDA PL ROSEMEAD CA 91770. Full name of registrant(s) is (are) ADRIAN ZEPEDA 2031 LERDA PL, ROSEMEAD, CA 91770. This Business is conducted by AN INDIVIDUAL. Signed: ADRIAN ZEPEDA. This statement was filed with the County Clerk of Los Angeles County on 05/17/2021. The registrant(s) has (have) commenced to transact business under the fictitious business name or names listed above on 10/2020. NOTICE- This Fictitious Name Statement expires five years from the date it was filed in the office of the County Clerk. A new Fictitious Business Name Statement must be filed prior to that date. The filing of this statement does not of itself authorize the use in this state of a Fictitious Business Name in violation of the rights of another under Federal, State, or common law (See section 14411 et seq. Business and Professions Code): [6, 914, 224, 1020]
notice-body: The following person(s) is (are) doing business as: AYUDA LEGAL SALVADOREÑA. 14690 RONCOE BLVD SUITE 9, PANORAMA CITY, CA 91402. Full name of registrant(s) is (are) CATALINA E AVARENGA DE PENA, 6313 SAXON AVE SAN GABRIEL, CA 91775. This Business is conducted by AN INDIVIDUAL. Signed: CATALINA E AVARENGA DE PENA, OWNER. This statement was filed with the County Clerk of Los Angeles County on 05/04/2021. The registrant(s) has (have) commenced to transact business under the fictitious business name or names listed above on N/A.: [1134, 1157, 1353, 1230]
notice-file-heading: FICTITIOUS BUSINESS NAME STATEMENT FILE NO. 2021111529: [1134, 420, 1336, 429]
notice-dates: Dates Pub: JUN 5, 12, 19, 26, 2021: [6, 298, 105, 307]
notice-body: The following person(s) is (are) doing business as: XPRESS ONE MINI MARKET. 1916 ROSECRANS AVE, COMPTON, CA 90222. Full name of registrant(s) is (are) MARIA ROSA MORALES 1916 ROSECRANS AVE, COMPTON, CA 90222. EDUARDO PEDROZA RODRIGUEZ. 1916 ROSECRANS AVE, COMPTON, CA 90222. This Business is conducted by A GENERAL PARTNERSHIP. Signed: MARIA ROSA MORALES. This statement was filed with the County Clerk of Los Angeles County on 05/18/2021. The registrant(s) has (have) commenced to transact business under the fictitious business name or names listed above on N/A. NOTICE- This Fictitious Name Statement expires five years from the date it was filed in the office of the County Clerk. A new Fictitious Business Name Statement must be filed prior to that date. The filing of this statement does not of itself authorize the use in this state of a Fictitious Business Name in violation of the rights of another under Federal, State, or common law (See section 14411 et seq. Business and Professions Code): [908, 939, 1127, 1061]
legal-notice: [232, 97, 450, 235]
notice-body: The following person(s) is (are) doing business as: RGC COMMERCIAL LENDING, RGC PRIVATE MONEY LENDING. 6750 FLORENCE AVENUE SUITE 101, BELL GARDENS, CA 90201. MAILING ADDRESS: 2566 CRENSHAW BLVD, LOS ANGELES, CA 90016. Full name of registrant(s) is (are) RGC INC. 6730 FLORENCE AVENUE SUITE 101, BELL GARDENS, CA 90201. This Business is conducted by A CORPORATION. Signed: ROSA GARCIA-CHAVEZ. This statement was filed with the County Clerk of Los Angeles County on 05/07/2021. The registrant(s) has (have) commenced to transact business under the fictitious business name or names listed above on N/A. NOTICE- This Fictitious Name Statement expires five years from the date it was filed in the office of the County Clerk. A new Fictitious Business Name Statement must be filed prior to that date. The filing of this statement does not of itself authorize the use in this state of a Fictitious Business Name in violation of the rights of another under Federal, State, or common law (See section 14411 et seq. Business and Professions Code): [682, 445, 901, 574]
notice-file-heading: FICTITIOUS BUSINESS NAME STATEMENT FILE NO. 2021115899: [6, 614, 208, 623]
notice-publish-line: Publish: ES Mountain Views News: [6, 1164, 104, 1173]
notice-publish-line: Publish: Mountain Views News/IDC: [908, 478, 1011, 487]
notice-dates: Dates Pub: MAY 22, 29, JUN 5, 12, 2021: [6, 1310, 122, 1319]
notice-dates: May 22, 29, Jun 5, 12, 2021: [1134, 833, 1212, 842]
legal-notice: [682, 291, 901, 429]
legal-notice: [1134, 129, 1353, 267]
legal-notice: [1134, 994, 1353, 1140]
notice-dates: May 22, 29, Jun 5, 12, 2021: [1134, 1238, 1212, 1246]
notice-publish-line: Publish: Mountain Views News/IDC: [457, 121, 560, 129]
notice-body: The following person(s) is (are) doing business as: GOLD DREAM FINE JEWELRY. 7615 E FIRESTONE BLVD, DOWNEY, CA 90241. Full name of registrant(s) is (are) GOLD DREAM FINE JEWELRY INC. 7615 E FIRESTONE BLVD, DOWNEY, CA 90241. This Business is conducted by A CORPORATION. Signed: GUSTAVO RODRIGUEZ GONZALEZ. This statement was filed with the County Clerk of Los Angeles County on 05/18/2021.: [231, 1538, 450, 1595]
notice-publish-line: Publish: Mountain Views News/IDC: [682, 873, 785, 882]
legal-notice: [908, 1303, 1126, 1393]
legal-notice: [6, 906, 224, 1036]
legal-notice: [908, 931, 1126, 1077]
notice-publish-line: Publish: Mountain Views News/IDC: [457, 680, 560, 688]
legal-notice: [908, 639, 1126, 785]
notice-body: The following person(s) is (are) doing business as: CHIPERN. 1919 E 89TH PL, LOS ANGELES, CA 90013. Full name of registrant(s) is (are) RANDY STEPHEN CHRISTOPHER 1919 E 89TH PL, LOS ANGELES, CA 90002. This Business is conducted by AN INDIVIDUAL. Signed: RANDY STEPHEN CHRISTOPHER. This statement was filed with the County Clerk of Los Angeles County on 05/07/2021. The registrant(s) has (have) commenced to transact business under the fictitious business name or names listed above on 11/2020. NOTICE- This Fictitious Name Statement expires five years from the date it was filed in the office of the County Clerk. A new Fictitious Business Name Statement must be filed prior to that date. The filing of this statement does not of itself authorize the use in this state of a Fictitious Business Name in violation of the rights of another under Federal, State, or common law (See section 14411 et seq. Business and Professions Code): [231, 534, 450, 639]
notice-dates: Dates Pub: MAY 22, 29, JUN 5, 12, 2021: [231, 1092, 347, 1101]
notice-dates: Dates Pub: MAY 22, 29, JUN 5, 12, 2021: [908, 777, 1024, 786]
legal-notice: [908, 219, 1126, 350]
notice-body: The following person(s) is (are) doing business as: ROLL HARD, ROLL AWAY JUNK AND PRESSURE WASH. 8530 HAYLEY PL, SAN PEDRO, CA 90731. Full name of registrant(s) is (are) PATRICK ANTONIO GIBSON. 1849 BOLKER DR, SAN PEDRO, CA 90731. This Business is conducted by AN INDIVIDUAL. Signed: PATRICK ANTONIO GIBSON. This statement was filed with the County Clerk of Los Angeles County on 05/07/2021. The registrant(s) has (have) commenced to transact business under the fictitious business name or names listed above on N/A. NOTICE- This Fictitious Name Statement expires five years from the date it was filed in the office of the County Clerk. A new Fictitious Business Name Statement must be filed prior to that date. The filing of this statement does not of itself authorize the use in this state of a Fictitious Business Name in violation of the rights of another under Federal, State, or common law (See section 14411 et seq. Business and Professions Code): [682, 907, 901, 1020]
notice-file-heading: FICTITIOUS BUSINESS NAME STATEMENT FILE NO. 2021-105281: [231, 388, 436, 397]
notice-dates: Dates Pub: MAY 22, 29, JUN 5, 12, 2021: [6, 1027, 122, 1036]
notice-file-heading: FILE NO. 2021-105285: [908, 1084, 976, 1093]
legal-notice: [6, 1327, 224, 1472]
legal-notice: [682, 736, 901, 890]
column-4: [682, 81, 901, 2543]
notice-body: The following person(s) is (are) doing business as: SEVEN STAR CANDY. 1137 E. GREENLEAF BLVD, COMPTON, CA 90221. 1137 E. GREENLEAF BLVD, COMPTON, CA 90221, CARL BROOKS, 1137 E. GREENLEAF BLVD, COMPTON, CA 90221. Full name of registrant(s) is (are) STACIE LYNN ODOMS. 1137 E GREENLEAF BLVD, COMPTON, CA 90221. This Business is conducted by A GENERAL PARTNERSHIP. Signed: STACIE LYNN ODOMS. This statement was filed with the County Clerk of Los Angeles County on 05/17/2021. The registrant(s) has (have) commenced to transact business under the fictitious business name or names listed above on N/A. NOTICE- This Fictitious Name Statement expires five years from the date it was filed in the office of the County Clerk. A new Fictitious Business Name Statement must be filed prior to that date. The filing of this statement does not of itself authorize the use in this state of a Fictitious Business Name in violation of the rights of another under Federal, State, or common law (See section 14411 et seq. Business and Professions Code): [682, 1051, 901, 1173]
legal-notice: [458, 987, 676, 1117]
notice-publish-line: Publish: ES Mountain Views News: [1134, 1124, 1233, 1133]
legal-notices-columns: [6, 81, 1353, 2543]
notice-publish-line: Publish: Mountain Views News/IDC: [231, 785, 334, 794]
notice-body: of itself authorize the use in this state of a Fictitious Business Name in violation of the rights of another under Federal, State, or common law (See section 14411 et seq. Business and Professions Code): [1134, 81, 1353, 105]
legal-notice: [682, 599, 901, 729]
legal-notice: [1134, 1343, 1353, 1433]
legal-notice: [232, 663, 450, 801]
legal-notice: [458, 1545, 676, 1586]
notice-dates: Dates Pub: MAY 22, 29, JUN 5, 12, 2021: [231, 647, 347, 656]
column-5: [908, 81, 1127, 2543]
notice-file-heading: FICTITIOUS BUSINESS NAME STATEMENT FILE NO. 2021-105341: [457, 841, 662, 850]
legal-notice: [458, 420, 676, 558]
notice-body: The following person(s) is (are) doing business as: TRIO. 2112 ZERIMA ST, NORWALK, CA 90650. Full name of registrant(s) is (are) CESIRA ABIGAIL ESCOTO 2112 ZERIMA ST, NORWALK, CA 90650. This Business is conducted by AN INDIVIDUAL. Signed: CESIRA ABIGAIL ESCOTO. This statement was filed with the County Clerk of Los Angeles County on 05/18/2021.: [682, 1489, 901, 1538]
notice-publish-line: Publish: ES Mountain Views News: [6, 1302, 104, 1311]
notice-publish-line: Publish: ES Mountain Views News: [1134, 250, 1233, 259]
notice-file-heading: FICTITIOUS BUSINESS NAME STATEMENT FILE NO. 2021-111909: [231, 1391, 436, 1400]
notice-body: The following person(s) is (are) doing business as: ADEIT ENTERPRISES. 1026 N ARDMORE AVE APT 11, LOS ANGELES, CA 90029. Full name of registrant(s) is (are) FAUSTEEN ADEBAYO ADEPOJU 1026 N ARDMORE AVE APT 11, LOS ANGELES, CA 90029. This Business is conducted by AN INDIVIDUAL. Signed: FAUSTEEN ADEBAYO ADEPOJU. This statement was filed with the County Clerk of Los Angeles County on 05/18/2021. The registrant(s) has (have) commenced to transact business under the fictitious business name or names listed above on 03/2008. NOTICE- This Fictitious Name Statement expires five years from the date it was filed in the office of the County Clerk. A new Fictitious Business Name Statement must be filed prior to that date. The filing of this statement does not of itself authorize the use in this state of a Fictitious Business Name in violation of the rights of another under Federal, State, or common law (See section 14411 et seq. Business and Professions Code): [6, 1051, 224, 1165]
notice-dates: May 22, 29, Jun 5, 12, 2021: [1134, 1133, 1212, 1141]
notice-file-heading: FICTITIOUS BUSINESS NAME STATEMENT FILE NO. 2021-113466: [457, 145, 662, 154]
notice-dates: Dates Pub: MAY 22, 29, JUN 5, 12, 2021: [908, 1165, 1024, 1174]
notice-publish-line: Publish: ES Mountain Views News: [1134, 680, 1233, 688]
notice-dates: Dates Pub: JUN 5, 12, 19, 26, 2021: [6, 453, 105, 462]
legal-notice: [682, 1197, 901, 1328]
notice-body: The following person(s) is (are) doing business as: SUGAR PLUM ADVISING FOR EXCELLENCE. 1150 TENNYSON ST, MANHATTAN BEACH, CA 90266. Full name of registrant(s) is (are) NOELIA VOLINO. 1150 TENNYSON ST, MANHATTAN BEACH, CA 90266. This Business is conducted by AN INDIVIDUAL. Signed: NOELIA VOLINO. This statement was filed with the County Clerk of Los Angeles County on 05/07/2021. The registrant(s) has (have) commenced to transact business under the fictitious business name or names listed above on 04/2020. NOTICE- This Fictitious Name Statement expires five years from the date it was filed in the office of the County Clerk. A new Fictitious Business Name Statement must be filed prior to that date. The filing of this statement does not of itself authorize the use in this state of a Fictitious Business Name in violation of the rights of another under Federal, State, or common law (See section 14411 et seq. Business and Professions Code): [682, 1343, 901, 1456]
notice-file-heading: FICTITIOUS BUSINESS NAME STATEMENT FILE NO. 2021-107874: [6, 1480, 210, 1489]
notice-publish-line: Publish: Mountain Views News/IDC: [457, 396, 560, 405]
notice-dates: Dates Pub: MAY 22, 29, JUN 5, 12, 2021: [231, 793, 347, 801]
legal-notice: [908, 1401, 1126, 1450]
notice-body: The following person(s) is (are) doing business as: AYUDA LEGAL SALVADOREÑA. 1605 W OLYMPIC BLVD SUITE 1040, LOS ANGELES, CA 90015. Full name of registrant(s) is (are) CATALINA E AVARENGA DE PENA, 631 E SAXON AVE, SAN GABRIEL, CA 91775. This Business is conducted by AN INDIVIDUAL. Signed: CATALINA E AVARENGA DE PENA, OWNER. This statement was filed with the County Clerk of Los Angeles County on 05/04/2021.: [1134, 1263, 1353, 1320]
legal-notice: [682, 1334, 901, 1472]
notice-dates: Dates Pub: MAY 22, 29, JUN 5, 12, 2021: [231, 1513, 347, 1522]
legal-notice: [908, 794, 1126, 924]
notice-file-heading: FICTITIOUS BUSINESS NAME STATEMENT FILE NO. 2021111552: [1134, 566, 1336, 574]
notice-file-heading: FICTITIOUS BUSINESS NAME STATEMENT FILE NO. 2021-107872: [6, 1326, 210, 1334]
notice-dates: Dates Pub: MAY 22, 29, JUN 5, 12, 2021: [682, 420, 799, 429]
notice-publish-line: Publish: Mountain Views News/IDC: [682, 412, 785, 421]
notice-dates: May 22, 29, Jun 5, 12, 2021: [1134, 1424, 1212, 1433]
legal-notice: [6, 1044, 224, 1182]
notice-body: The following person(s) is (are) doing business as: WORLD BURGERS. 16095 PLACID DR, WHITTIER, CA 90604. Full name of registrant(s) is (are) ALFREDO ALCALA, 16095 PLACID DR, WHITTIER, CA 90604. This Business is conducted by AN INDIVIDUAL. Signed: ALFREDO ALCALA. This statement was filed with the County Clerk of Los Angeles County on 05/07/2021. The registrant(s) has (have) commenced to transact business under the fictitious business name or names listed above on N/A. NOTICE- This Fictitious Name Statement expires five years from the date it was filed in the office of the County Clerk. A new Fictitious Business Name Statement must be filed prior to that date. The filing of this statement does not of itself authorize the use in this state of a Fictitious Business Name in violation of the rights of another under Federal, State, or common law (See section 14411 et seq. Business and Professions Code): [908, 801, 1127, 907]
legal-notice: [6, 760, 224, 898]
notice-body: The following person(s) is (are) doing business as: WISH RECOVERY 920 W79TH CARINI DR #108 BURBANK, CA 91504. WISH RECOVERY OUTPATIENT PROGRAM 9460 WISH AVE NORTHRIDGE, CA 91325. Full name of registrant(s) is (are) ARIS PRO GROUP LLC 9795 CARRINGER #108 BURBANK, CA 91504. This Business is conducted by AN LLC. Signed: ARIS PRO GROUP LLC, ARMEN ARTSRUNI, CEO. This statement was filed with the County Clerk of Los Angeles County on 05/21/2021. The registrant(s) has (have) commenced to transact business under the fictitious business name or names listed above on N/A. NOTICE- This Fictitious Name Statement expires five years from the date it was filed in the office of the County Clerk. A new Fictitious Business Name Statement must be filed prior to that date. The filing of this statement does not of itself authorize the use in this state of a Fictitious Business Name in violation of the rights of another under Federal, State, or common law (See section 14411 et seq. Business and Professions Code): [6, 323, 224, 445]
notice-publish-line: Publish: Mountain Views News/IDC: [682, 712, 785, 720]
notice-publish-line: Publish: Mountain Views News/IDC: [908, 769, 1011, 777]
notice-publish-line: Publish: ES Mountain Views News: [6, 291, 104, 299]
footer-paper-name: Mountain Views News: [8, 2553, 151, 2570]
notice-file-heading: FICTITIOUS BUSINESS NAME STATEMENT FILE NO. 2110450: [908, 1400, 1100, 1409]
notice-body: The following person(s) is (are) doing business as: TRIN'S SEW. 819 EAST 109TH PLACE, LOS ANGELES, CA 90059. Full name of registrant(s) is (are) TRINITEE ONAE HALL, 819 109TH PLACE, LOS ANGELES, CA 90059. This Business is conducted by AN INDIVIDUAL. Signed: TRINITEE ONAE HALL. This statement was filed with the County Clerk of Los Angeles County on 05/18/2021. The registrant(s) has (have) commenced to transact business under the fictitious business name or names listed above on N/A. NOTICE- This Fictitious Name Statement expires five years from the date it was filed in the office of the County Clerk. A new Fictitious Business Name Statement must be filed prior to that date. The filing of this statement does not of itself authorize the use in this state of a Fictitious Business Name in violation of the rights of another under Federal, State, or common law (See section 14411 et seq. Business and Professions Code): [908, 511, 1127, 616]
notice-file-heading: FICTITIOUS BUSINESS NAME STATEMENT FILE NO. 2021-113566: [908, 501, 1113, 510]
footer-email[interactable]: Email: editor@mtnviewsnews.com: [876, 2553, 1098, 2570]
legal-notice: [458, 145, 676, 275]
notice-file-heading: FICTITIOUS BUSINESS NAME STATEMENT FILE NO. 2021-112327: [682, 1043, 888, 1051]
legal-notice: [1134, 1149, 1353, 1246]
notice-file-heading: FICTITIOUS BUSINESS NAME STATEMENT FILE NO. 2021-105591: [457, 703, 662, 712]
legal-notice: [232, 1254, 450, 1385]
notice-body: on 05/21/2021. The registrant(s) has (have) commenced to transact business under the fictitious business name or names listed above on 2021. NOTICE- This Fictitious Name Statement expires five years from the date it was filed in the office of the County Clerk. A new Fictitious Business Name Statement must be filed prior to that date. The filing of this statement does not of itself authorize the use in this state of a Fictitious Business Name in violation of the rights of another under Federal, State, or common law (See section 14411 et seq. Business and Professions Code): [6, 81, 224, 146]
notice-body: The following person(s) is (are) doing business as: I CONCERT ENTERTAINMENT 17550 VENTURA BLVD SUITE 203, ENCINO, CA 91316. Full name of registrant(s) is (are) I CONCERT ENTERTAINMENT INC. 17530 VENTURA BLVD SUITE 203, ENCINO, CA 91316. This Business is conducted by A CORPORATION. Signed: I CONCERT ENTERTAINMENT INC., SHIRZAD MESRIGHI, CEO. This statement was filed with the County Clerk of Los Angeles County on 05/17/2021. The registrant(s) has (have) commenced to transact business under the fictitious business name or names listed above on 04/2012. NOTICE- This Fictitious Name Statement expires five years from the date it was filed in the office of the County Clerk. A new Fictitious Business Name Statement must be filed prior to that date. The filing of this statement does not of itself authorize the use in this state of a Fictitious Business Name in violation of the rights of another under Federal, State, or common law (See section 14411 et seq. Business and Professions Code): [1134, 1003, 1353, 1125]
column-1: [6, 81, 225, 2543]
legal-notice: [6, 81, 224, 161]
notice-file-heading: FICTITIOUS BUSINESS NAME STATEMENT FILE NO. 2021-113406: [457, 420, 662, 429]
notice-publish-line: Publish: Mountain Views News/IDC: [908, 615, 1011, 624]
notice-dates: Dates Pub: MAY 22, 29, JUN 5, 12, 2021: [231, 372, 347, 380]
legal-notice: [232, 388, 450, 518]
issue-line: Mountain View News Saturday, June 12, 2021: [8, 56, 297, 71]
notice-file-heading: FICTITIOUS BUSINESS NAME STATEMENT FILE NO. 2021109471: [908, 1302, 1111, 1311]
notice-file-heading: FICTITIOUS BUSINESS NAME STATEMENT FILE NO. 2021112290: [908, 1182, 1111, 1190]
notice-body: The following person(s) is (are) doing business as: ORION AUTO BODY. 8457 SAN FERNANDO RD SUITE D, SUN VALLEY, CA 91352. Full name of registrant(s) is (are) PAL ENTERPRISE, INC 8457 SAN FERNANDO RD SUITE D, SUN VALLEY, CA 91352. This Business is conducted by A CORPORATION. Signed: PAL ENTERPRISE, INC., ADAM TER-ZAKARYAN, CEO. This statement was filed with the County Clerk of Los Angeles County on 05/17/2021. The registrant(s) has (have) commenced to transact business under the fictitious business name or names listed above on 03/2012. NOTICE- This Fictitious Name Statement expires five years from the date it was filed in the office of the County Clerk. A new Fictitious Business Name Statement must be filed prior to that date. The filing of this statement does not of itself authorize the use in this state of a Fictitious Business Name in violation of the rights of another under Federal, State, or common law (See section 14411 et seq. Business and Professions Code): [1134, 713, 1353, 826]
notice-body: The following person(s) is (are) doing business as: CARNICERIA LAS GLORIAS # 3. 2916 CENTRAL AVE, SOUTH EL MONTE, CA 91733. Full name of registrant(s) is (are) CARNICERIA LAS GLORIAS INC. 13375 PERRIS BLVD STE D104, MORENO VALLEY, CA 92553. This Business is conducted by A CORPORATION. Signed: MARTHA LUZ VELOZ. This statement was filed with the County Clerk of Los Angeles County on 05/14/2021. The registrant(s) has (have) commenced to transact business under the fictitious business name or names listed above on N/A. NOTICE- This Fictitious Name Statement expires five years from the date it was filed in the office of the County Clerk. A new Fictitious Business Name Statement must be filed prior to that date. The filing of this statement does not of itself authorize the use in this state of a Fictitious Business Name in violation of the rights of another under Federal, State, or common law (See section 14411 et seq. Business and Professions Code): [231, 818, 450, 931]
notice-file-heading: FICTITIOUS BUSINESS NAME STATEMENT FILE NO. 2021-111917: [908, 218, 1113, 227]
legal-notice: [682, 1480, 901, 1537]
legal-notice: [908, 356, 1126, 494]
notice-dates: Dates Pub: MAY 22, 29, JUN 5, 12, 2021: [231, 1375, 347, 1384]
notice-body: The following person(s) is (are) doing business as: PERSIAN SMARTPHONES. 21021 VANOWEN ST CANOGA PARK, CA 91303. Full name of registrant(s) is (are) ALIA ROSTAMI 21021 VANOWEN ST APT 0201 CANOGA PARK, CA 91303. This Business is conducted by AN INDIVIDUAL. Signed: ARIA ROSTAMI, OWNER. This statement was filed with the County Clerk of Los Angeles County on 05/18/2021. The registrant(s) has (have) commenced to transact business under the fictitious business name or names listed above on 04/2016. NOTICE- This Fictitious Name Statement expires five years from the date it was filed in the office of the County Clerk. A new Fictitious Business Name Statement must be filed prior to that date. The filing of this statement does not of itself authorize the use in this state of a Fictitious Business Name in violation of the rights of another under Federal, State, or common law (See section 14411 et seq. Business and Professions Code): [6, 477, 224, 591]
notice-file-heading: FICTITIOUS BUSINESS NAME STATEMENT FILE NO. 2021115942: [6, 760, 208, 769]
notice-publish-line: Publish: Mountain Views News/IDC: [457, 1521, 560, 1529]
notice-dates: Dates Pub: MAY 22, 29, JUN 5, 12, 2021: [457, 1108, 573, 1117]
notice-dates: Dates Pub: MAY 22, 29, JUN 5, 12, 2021: [457, 405, 573, 413]
notice-file-heading: FICTITIOUS BUSINESS NAME STATEMENT FILE NO. 2021-105280: [231, 525, 436, 534]
notice-body: The following person(s) is (are) doing business as: LANT'S LOCKSMITH. 15944 VERMONT AVE APT 7, PARAMOUNT, CA 90723. Full name of registrant(s) is (are) WENDY LISETTE GONZALEZ 15944 VERMONT AVE APT 1, PARAMOUNT, CA 90723. This Business is conducted by AN INDIVIDUAL. Signed: WENDY LISETTE GONZALEZ. This statement was filed with the County Clerk of Los Angeles County on 05/07/2021. The registrant(s) has (have) commenced to transact business under the fictitious business name or names listed above on N/A. NOTICE- This Fictitious Name Statement expires five years from the date it was filed in the office of the County Clerk. A new Fictitious Business Name Statement must be filed prior to that date. The filing of this statement does not of itself authorize the use in this state of a Fictitious Business Name in violation of the rights of another under Federal, State, or common law (See section 14411 et seq. Business and Professions Code): [457, 850, 676, 964]
legal-notice: [1134, 850, 1353, 988]
notice-dates: Dates Pub: MAY 22, 29, JUN 5, 12, 2021: [908, 203, 1024, 211]
notice-publish-line: Publish: Mountain Views News/IDC: [231, 1230, 334, 1239]
